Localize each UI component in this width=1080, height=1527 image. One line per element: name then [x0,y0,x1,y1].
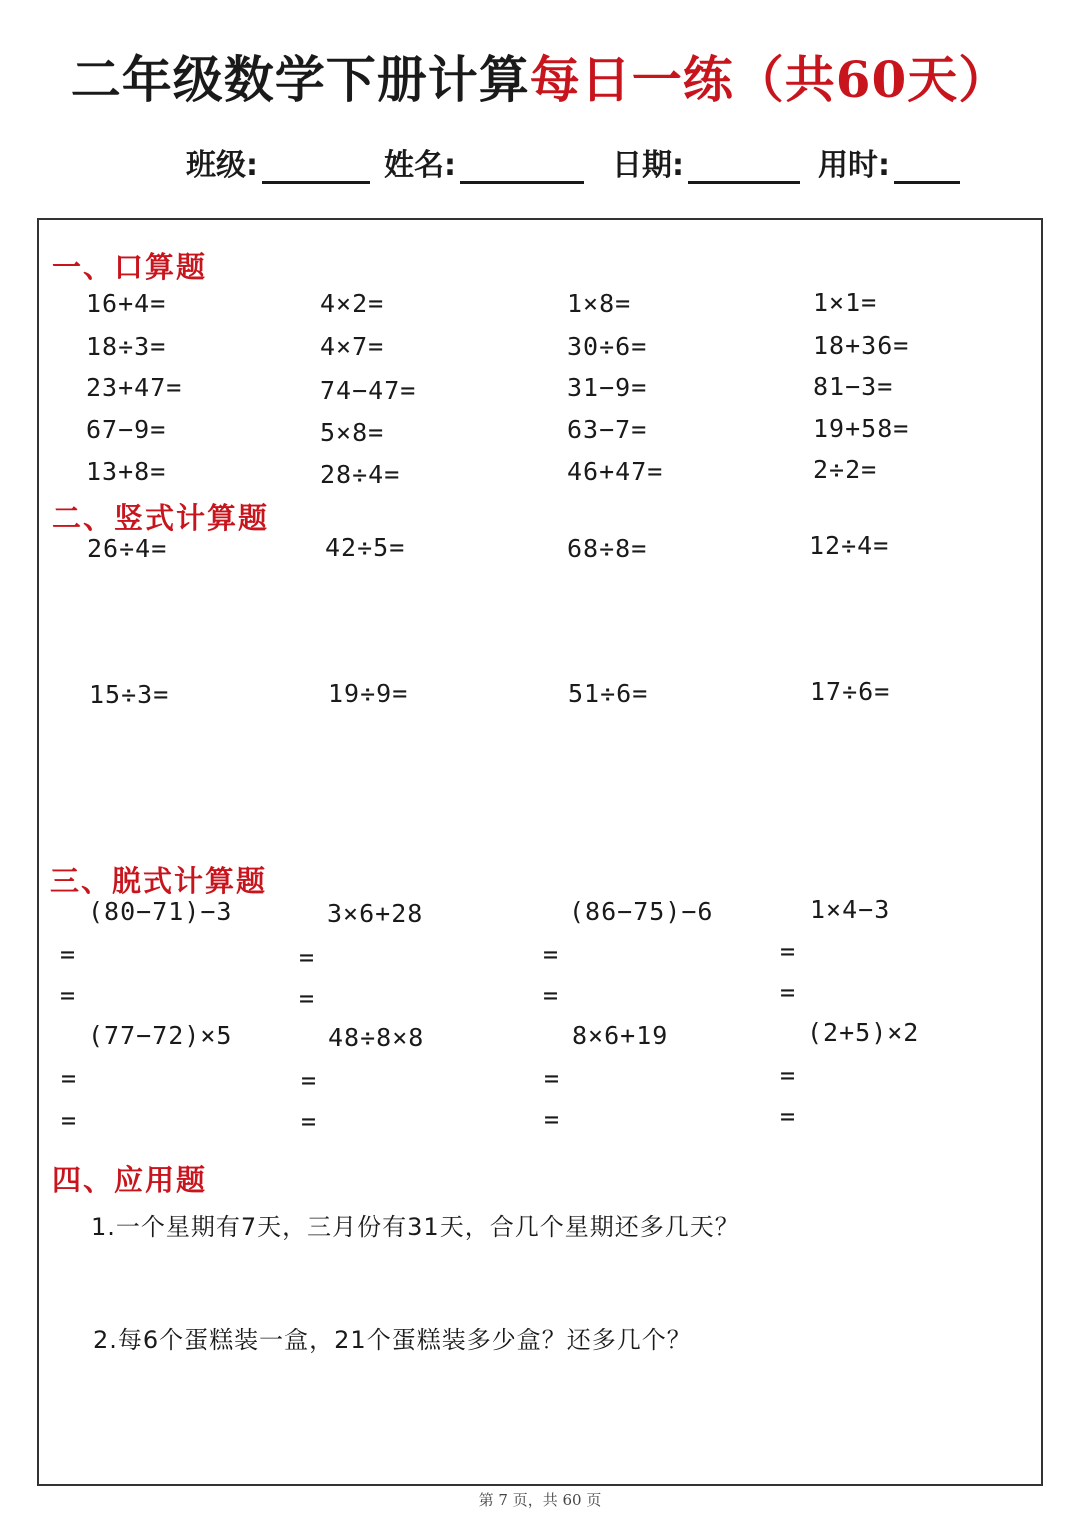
equals-sign: = [61,1106,77,1135]
oral-question: 30÷6= [567,332,648,361]
section2-heading: 二、竖式计算题 [52,501,270,535]
equals-sign: = [780,1102,796,1131]
equals-sign: = [301,1066,317,1095]
stepwise-question: 48÷8×8 [328,1023,425,1052]
section1-heading: 一、口算题 [52,250,208,284]
oral-question: 23+47= [86,373,183,402]
equals-sign: = [544,1064,560,1093]
vertical-question: 17÷6= [810,677,891,706]
stepwise-question: (2+5)×2 [807,1018,920,1047]
time-blank[interactable] [894,151,960,184]
equals-sign: = [780,978,796,1007]
vertical-question: 51÷6= [568,679,649,708]
word-problem: 1.一个星期有7天，三月份有31天，合几个星期还多几天？ [91,1213,740,1241]
stepwise-question: 3×6+28 [327,899,424,928]
page-title [0,40,1080,112]
oral-question: 19+58= [813,414,910,443]
equals-sign: = [543,940,559,969]
time-label: 用时: [818,148,890,183]
equals-sign: = [60,940,76,969]
date-blank[interactable] [688,151,800,184]
oral-question: 63−7= [567,415,648,444]
stepwise-question: (80−71)−3 [88,897,233,926]
stepwise-question: 8×6+19 [572,1021,669,1050]
equals-sign: = [780,1061,796,1090]
equals-sign: = [544,1105,560,1134]
date-field [612,140,800,184]
oral-question: 1×8= [567,289,632,318]
oral-question: 13+8= [86,457,167,486]
equals-sign: = [780,937,796,966]
oral-question: 1×1= [813,288,878,317]
vertical-question: 12÷4= [809,531,890,560]
equals-sign: = [61,1064,77,1093]
stepwise-question: 1×4−3 [810,895,891,924]
oral-question: 2÷2= [813,455,878,484]
oral-question: 46+47= [567,457,664,486]
equals-sign: = [299,984,315,1013]
worksheet-frame [37,218,1043,1486]
time-field [818,140,960,184]
oral-question: 31−9= [567,373,648,402]
oral-question: 67−9= [86,415,167,444]
oral-question: 28÷4= [320,460,401,489]
oral-question: 4×7= [320,332,385,361]
oral-question: 18+36= [813,331,910,360]
vertical-question: 42÷5= [325,533,406,562]
oral-question: 18÷3= [86,332,167,361]
equals-sign: = [60,981,76,1010]
info-row [0,140,1080,183]
name-field [384,140,584,184]
class-field [186,140,370,184]
stepwise-question: (77−72)×5 [88,1021,233,1050]
equals-sign: = [299,943,315,972]
stepwise-question: (86−75)−6 [569,897,714,926]
equals-sign: = [543,981,559,1010]
name-blank[interactable] [460,151,584,184]
page-footer: 第 7 页，共 60 页 [478,1491,602,1509]
oral-question: 5×8= [320,418,385,447]
section4-heading: 四、应用题 [52,1163,208,1197]
oral-question: 4×2= [320,289,385,318]
equals-sign: = [301,1107,317,1136]
title-black: 二年级数学下册计算 [70,50,530,109]
section3-heading: 三、脱式计算题 [50,864,268,898]
class-blank[interactable] [262,151,370,184]
vertical-question: 68÷8= [567,534,648,563]
vertical-question: 15÷3= [89,680,170,709]
title-red: 每日一练（共60天） [529,50,1010,109]
name-label: 姓名: [384,148,456,183]
oral-question: 16+4= [86,289,167,318]
oral-question: 74−47= [320,376,417,405]
oral-question: 81−3= [813,372,894,401]
date-label: 日期: [612,148,684,183]
vertical-question: 26÷4= [87,534,168,563]
class-label: 班级: [186,148,258,183]
word-problem: 2.每6个蛋糕装一盒，21个蛋糕装多少盒？还多几个？ [93,1326,692,1354]
vertical-question: 19÷9= [328,679,409,708]
